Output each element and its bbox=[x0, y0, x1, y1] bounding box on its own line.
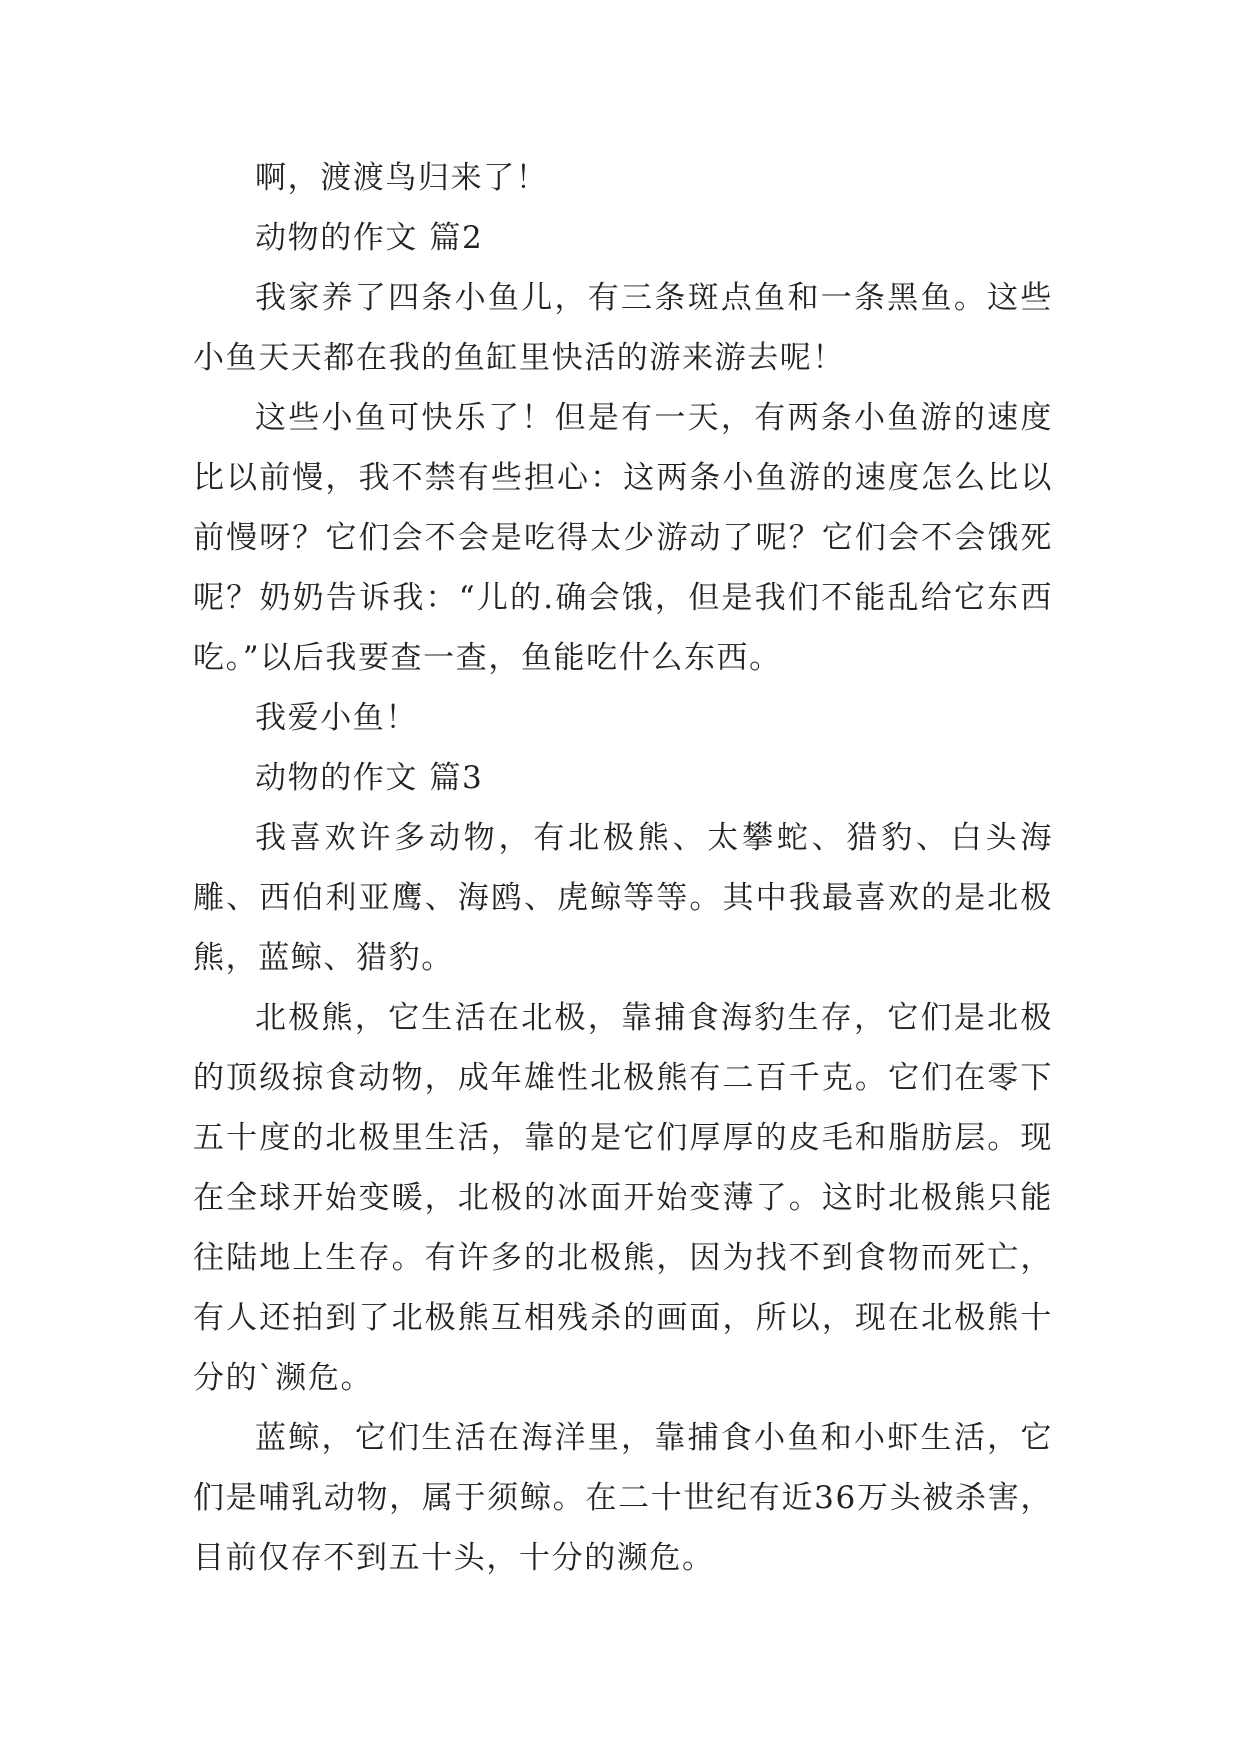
section-heading-3: 动物的作文 篇3 bbox=[255, 760, 484, 796]
paragraph-fish-intro: 我家养了四条小鱼儿，有三条斑点鱼和一条黑鱼。这些小鱼天天都在我的鱼缸里快活的游来游去呢！ bbox=[193, 280, 1053, 376]
paragraph-blue-whale: 蓝鲸，它们生活在海洋里，靠捕食小鱼和小虾生活，它们是哺乳动物，属于须鲸。在二十世纪有近36万头被杀害，目前仅存不到五十头，十分的濒危。 bbox=[193, 1420, 1053, 1576]
paragraph-love-fish: 我爱小鱼！ bbox=[255, 700, 418, 736]
paragraph-favorite-animals: 我喜欢许多动物，有北极熊、太攀蛇、猎豹、白头海雕、西伯利亚鹰、海鸥、虎鲸等等。其中我最喜欢的是北极熊，蓝鲸、猎豹。 bbox=[193, 820, 1053, 976]
section-heading-2: 动物的作文 篇2 bbox=[255, 220, 484, 256]
paragraph-fish-worry: 这些小鱼可快乐了！但是有一天，有两条小鱼游的速度比以前慢，我不禁有些担心：这两条小鱼游的速度怎么比以前慢呀？它们会不会是吃得太少游动了呢？它们会不会饿死呢？奶奶告诉我：“儿的.确会饿，但是我们不能乱给它东西吃。”以后我要查一查，鱼能吃什么东西。 bbox=[193, 400, 1053, 676]
paragraph-dodo-return: 啊，渡渡鸟归来了！ bbox=[255, 160, 549, 196]
paragraph-polar-bear: 北极熊，它生活在北极，靠捕食海豹生存，它们是北极的顶级掠食动物，成年雄性北极熊有二百千克。它们在零下五十度的北极里生活，靠的是它们厚厚的皮毛和脂肪层。现在全球开始变暖，北极的冰面开始变薄了。这时北极熊只能往陆地上生存。有许多的北极熊，因为找不到食物而死亡，有人还拍到了北极熊互相残杀的画面，所以，现在北极熊十分的`濒危。 bbox=[193, 1000, 1053, 1396]
document-body bbox=[193, 148, 1053, 1588]
